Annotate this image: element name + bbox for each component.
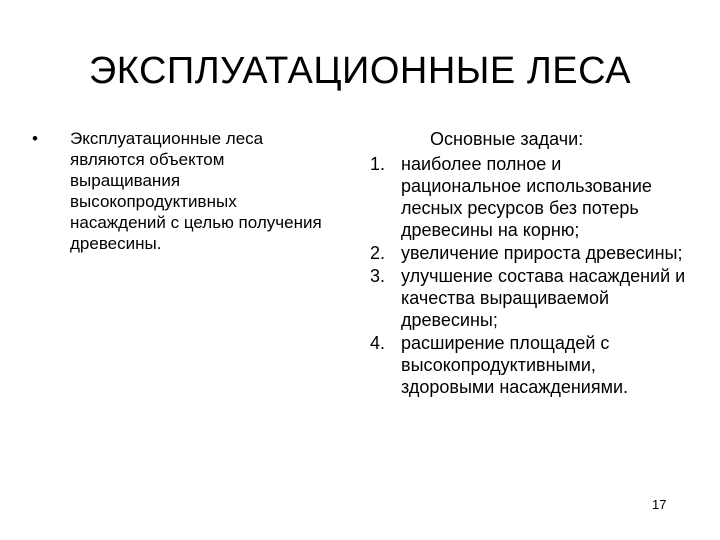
bullet-text: Эксплуатационные леса являются объектом выращивания высокопродуктивных насаждений с целью получения древесины.: [70, 129, 322, 253]
page-number: 17: [652, 497, 667, 512]
task-item: [370, 332, 690, 398]
slide-title: ЭКСПЛУАТАЦИОННЫЕ ЛЕСА: [88, 50, 632, 92]
bullet-icon: •: [32, 129, 38, 148]
left-column: [30, 128, 330, 254]
tasks-heading: Основные задачи:: [430, 129, 584, 149]
task-text: наиболее полное и рациональное использование лесных ресурсов без потерь древесины на корню;: [401, 154, 652, 240]
task-number: 4.: [370, 333, 386, 353]
task-list: [370, 153, 690, 398]
task-item: [370, 242, 690, 264]
bullet-item: [30, 128, 330, 254]
task-text: расширение площадей с высокопродуктивными, здоровыми насаждениями.: [401, 333, 629, 397]
task-number: 1.: [370, 154, 386, 174]
task-text: увеличение прироста древесины;: [401, 243, 683, 263]
task-text: улучшение состава насаждений и качества выращиваемой древесины;: [401, 266, 686, 330]
task-item: [370, 265, 690, 331]
task-item: [370, 153, 690, 241]
right-column: [370, 128, 690, 399]
task-number: 3.: [370, 266, 386, 286]
task-number: 2.: [370, 243, 386, 263]
